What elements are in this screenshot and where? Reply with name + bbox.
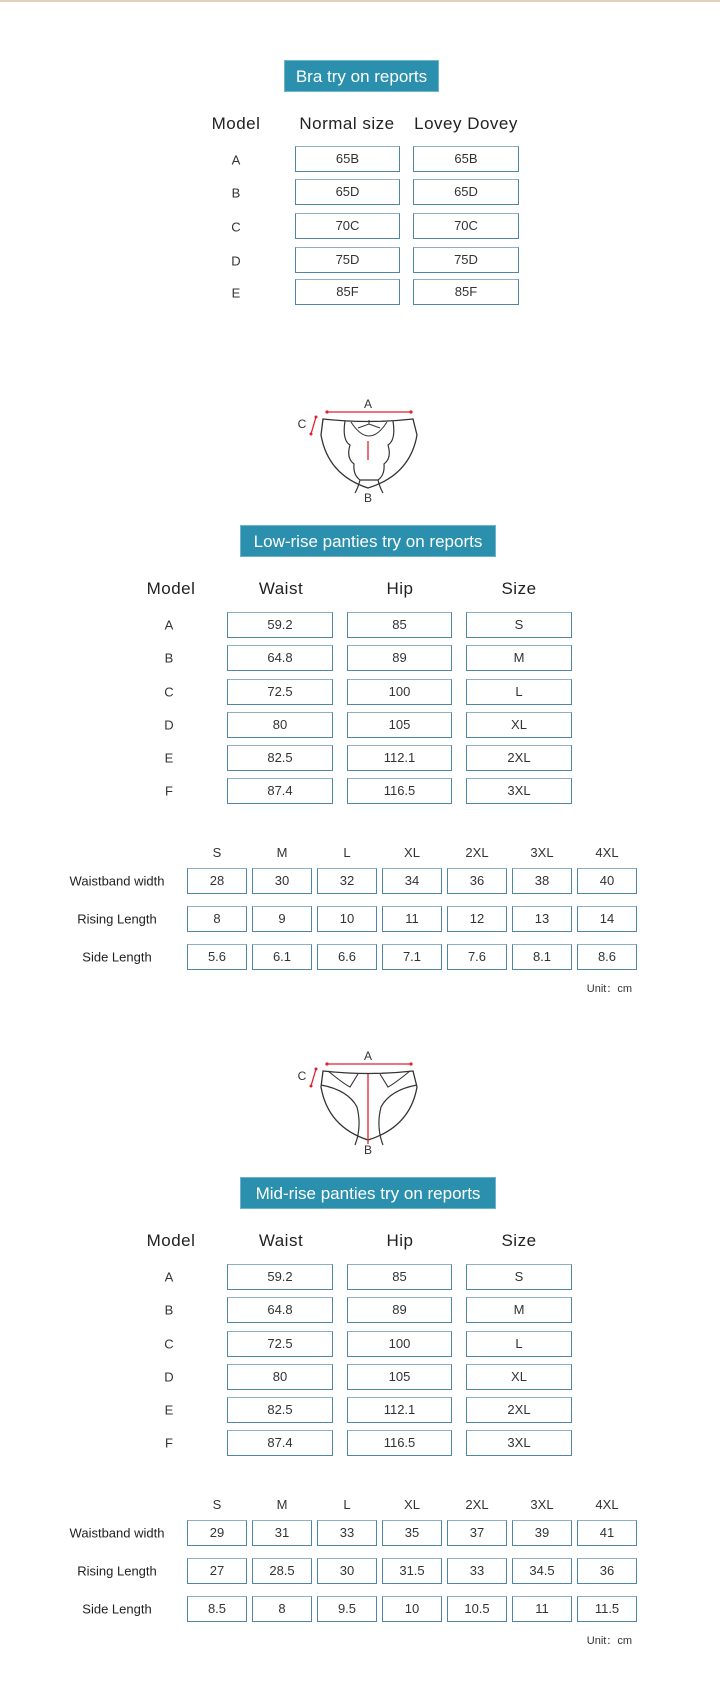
cell-size: L: [466, 679, 572, 705]
model-label: D: [164, 1369, 174, 1385]
cell-waist: 87.4: [227, 1430, 333, 1456]
model-label: A: [231, 152, 241, 168]
size-header-s: S: [212, 845, 222, 860]
cell-lovey-dovey: 75D: [413, 247, 519, 273]
size-header-4xl: 4XL: [595, 1497, 619, 1512]
model-label: D: [164, 717, 174, 733]
size-header-l: L: [343, 1497, 351, 1512]
size-chart-cell: 34.5: [512, 1558, 572, 1584]
size-chart-cell: 10: [382, 1596, 442, 1622]
size-chart-cell: 39: [512, 1520, 572, 1546]
unit-label: Unit：cm: [586, 983, 632, 995]
size-chart-cell: 10: [317, 906, 377, 932]
size-header-3xl: 3XL: [530, 1497, 554, 1512]
size-chart-cell: 29: [187, 1520, 247, 1546]
size-chart-cell: 37: [447, 1520, 507, 1546]
cell-normal-size: 65B: [295, 146, 400, 172]
low-rise-title: Low-rise panties try on reports: [240, 525, 496, 557]
cell-size: S: [466, 612, 572, 638]
cell-waist: 80: [227, 712, 333, 738]
cell-hip: 116.5: [347, 1430, 452, 1456]
size-chart-cell: 5.6: [187, 944, 247, 970]
size-chart-cell: 6.1: [252, 944, 312, 970]
cell-normal-size: 65D: [295, 179, 400, 205]
size-chart-cell: 28.5: [252, 1558, 312, 1584]
size-chart-cell: 13: [512, 906, 572, 932]
size-header-s: S: [212, 1497, 222, 1512]
header-model: Model: [146, 579, 196, 598]
size-chart-cell: 28: [187, 868, 247, 894]
size-chart-cell: 36: [577, 1558, 637, 1584]
size-chart-cell: 11: [512, 1596, 572, 1622]
cell-size: L: [466, 1331, 572, 1357]
size-chart-cell: 41: [577, 1520, 637, 1546]
size-header-xl: XL: [404, 845, 420, 860]
size-chart-cell: 40: [577, 868, 637, 894]
size-chart-cell: 35: [382, 1520, 442, 1546]
size-chart-cell: 36: [447, 868, 507, 894]
header-lovey-dovey: Lovey Dovey: [414, 114, 518, 133]
label-b: B: [363, 1143, 373, 1157]
row-label-side-length: Side Length: [82, 949, 152, 965]
cell-hip: 85: [347, 612, 452, 638]
size-header-4xl: 4XL: [595, 845, 619, 860]
model-label: C: [164, 1336, 174, 1352]
size-chart-cell: 10.5: [447, 1596, 507, 1622]
cell-normal-size: 85F: [295, 279, 400, 305]
size-header-2xl: 2XL: [465, 845, 489, 860]
row-label-waistband-width: Waistband width: [69, 873, 165, 889]
size-header-3xl: 3XL: [530, 845, 554, 860]
size-chart-cell: 8: [187, 906, 247, 932]
row-label-waistband-width: Waistband width: [69, 1525, 165, 1541]
header-waist: Waist: [258, 1231, 304, 1250]
size-chart-cell: 31.5: [382, 1558, 442, 1584]
cell-hip: 105: [347, 1364, 452, 1390]
header-normal-size: Normal size: [299, 114, 395, 133]
row-label-side-length: Side Length: [82, 1601, 152, 1617]
cell-size: 3XL: [466, 778, 572, 804]
header-model: Model: [211, 114, 261, 133]
header-waist: Waist: [258, 579, 304, 598]
size-header-m: M: [276, 845, 288, 860]
header-size: Size: [501, 1231, 537, 1250]
header-hip: Hip: [386, 1231, 414, 1250]
low-rise-measurement-diagram: [250, 380, 470, 520]
size-chart-cell: 8: [252, 1596, 312, 1622]
cell-waist: 59.2: [227, 612, 333, 638]
cell-waist: 64.8: [227, 1297, 333, 1323]
cell-hip: 112.1: [347, 745, 452, 771]
size-chart-cell: 31: [252, 1520, 312, 1546]
mid-rise-section: [0, 1012, 720, 1672]
size-chart-cell: 11: [382, 906, 442, 932]
cell-waist: 72.5: [227, 1331, 333, 1357]
size-chart-cell: 6.6: [317, 944, 377, 970]
label-b: B: [363, 491, 373, 505]
unit-label: Unit：cm: [586, 1635, 632, 1647]
size-chart-cell: 14: [577, 906, 637, 932]
size-chart-cell: 30: [252, 868, 312, 894]
cell-lovey-dovey: 65D: [413, 179, 519, 205]
label-a: A: [363, 1049, 373, 1063]
cell-waist: 64.8: [227, 645, 333, 671]
size-chart-cell: 8.5: [187, 1596, 247, 1622]
cell-lovey-dovey: 65B: [413, 146, 519, 172]
label-a: A: [363, 397, 373, 411]
label-c: C: [297, 417, 307, 431]
cell-waist: 72.5: [227, 679, 333, 705]
cell-hip: 89: [347, 1297, 452, 1323]
cell-normal-size: 70C: [295, 213, 400, 239]
model-label: B: [164, 650, 174, 666]
size-chart-cell: 12: [447, 906, 507, 932]
size-header-2xl: 2XL: [465, 1497, 489, 1512]
bra-section: [0, 0, 720, 320]
cell-waist: 80: [227, 1364, 333, 1390]
model-label: E: [164, 750, 174, 766]
model-label: E: [231, 285, 241, 301]
model-label: F: [165, 1435, 173, 1451]
mid-rise-title: Mid-rise panties try on reports: [240, 1177, 496, 1209]
bra-title: Bra try on reports: [284, 60, 439, 92]
size-header-m: M: [276, 1497, 288, 1512]
cell-hip: 100: [347, 679, 452, 705]
cell-size: XL: [466, 712, 572, 738]
cell-waist: 82.5: [227, 745, 333, 771]
size-chart-cell: 38: [512, 868, 572, 894]
cell-size: S: [466, 1264, 572, 1290]
size-chart-cell: 8.6: [577, 944, 637, 970]
header-model: Model: [146, 1231, 196, 1250]
cell-size: 2XL: [466, 1397, 572, 1423]
model-label: D: [231, 253, 241, 269]
row-label-rising-length: Rising Length: [77, 911, 157, 927]
size-chart-cell: 7.6: [447, 944, 507, 970]
size-chart-cell: 30: [317, 1558, 377, 1584]
size-chart-cell: 33: [447, 1558, 507, 1584]
mid-rise-measurement-diagram: [250, 1032, 470, 1172]
size-chart-cell: 9: [252, 906, 312, 932]
cell-waist: 87.4: [227, 778, 333, 804]
model-label: B: [164, 1302, 174, 1318]
cell-size: M: [466, 645, 572, 671]
size-chart-cell: 27: [187, 1558, 247, 1584]
model-label: A: [164, 617, 174, 633]
row-label-rising-length: Rising Length: [77, 1563, 157, 1579]
model-label: E: [164, 1402, 174, 1418]
size-header-l: L: [343, 845, 351, 860]
cell-waist: 82.5: [227, 1397, 333, 1423]
model-label: A: [164, 1269, 174, 1285]
cell-normal-size: 75D: [295, 247, 400, 273]
cell-hip: 100: [347, 1331, 452, 1357]
cell-waist: 59.2: [227, 1264, 333, 1290]
model-label: C: [231, 219, 241, 235]
cell-hip: 116.5: [347, 778, 452, 804]
size-chart-cell: 34: [382, 868, 442, 894]
cell-hip: 89: [347, 645, 452, 671]
size-chart-cell: 32: [317, 868, 377, 894]
cell-hip: 85: [347, 1264, 452, 1290]
cell-size: M: [466, 1297, 572, 1323]
cell-lovey-dovey: 85F: [413, 279, 519, 305]
header-size: Size: [501, 579, 537, 598]
size-chart-cell: 11.5: [577, 1596, 637, 1622]
cell-size: XL: [466, 1364, 572, 1390]
cell-hip: 105: [347, 712, 452, 738]
cell-lovey-dovey: 70C: [413, 213, 519, 239]
header-hip: Hip: [386, 579, 414, 598]
size-chart-cell: 8.1: [512, 944, 572, 970]
cell-hip: 112.1: [347, 1397, 452, 1423]
size-header-xl: XL: [404, 1497, 420, 1512]
size-chart-cell: 9.5: [317, 1596, 377, 1622]
size-chart-cell: 33: [317, 1520, 377, 1546]
model-label: B: [231, 185, 241, 201]
cell-size: 2XL: [466, 745, 572, 771]
cell-size: 3XL: [466, 1430, 572, 1456]
model-label: F: [165, 783, 173, 799]
size-chart-cell: 7.1: [382, 944, 442, 970]
label-c: C: [297, 1069, 307, 1083]
low-rise-section: [0, 360, 720, 1000]
model-label: C: [164, 684, 174, 700]
